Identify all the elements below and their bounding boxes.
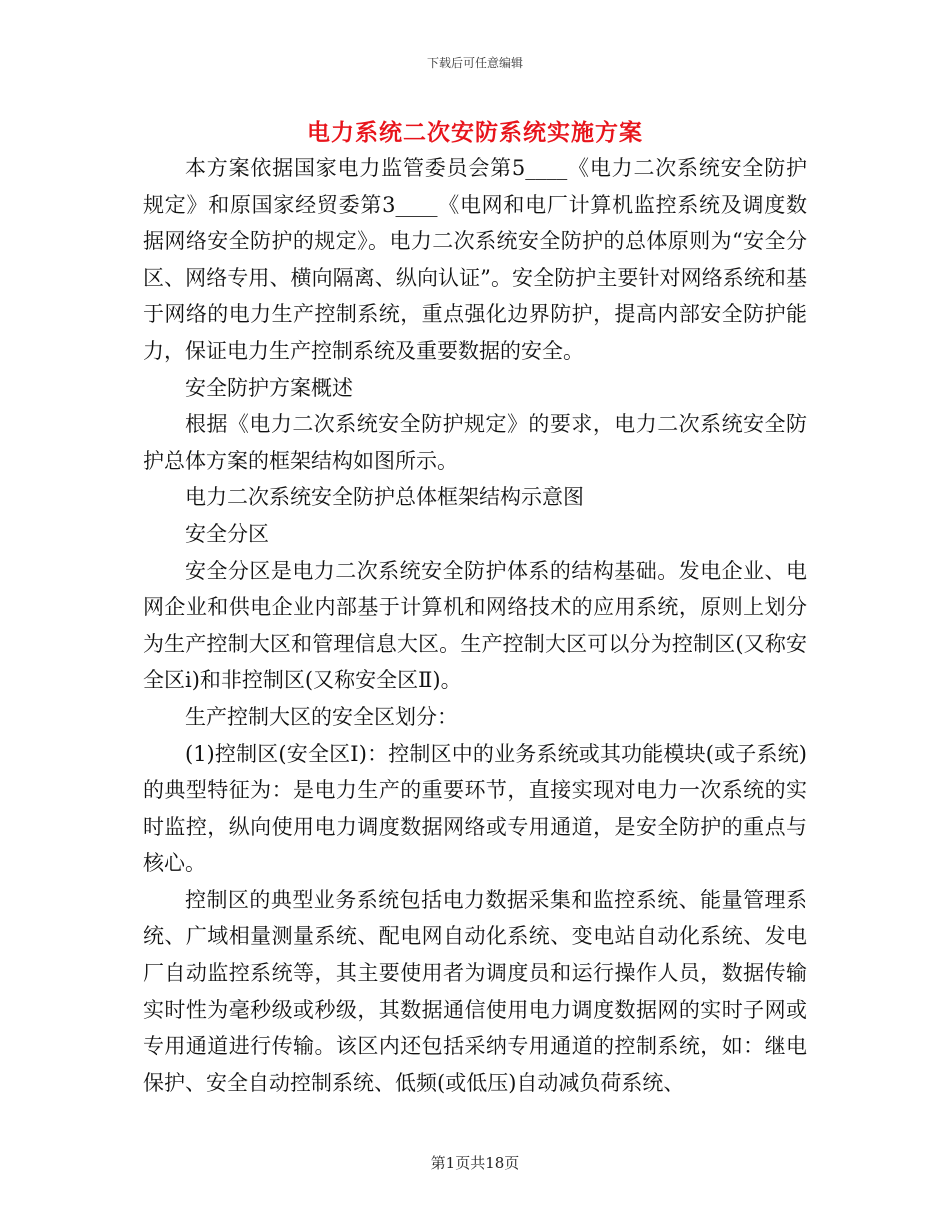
- page-footer: 第1页共18页: [430, 1154, 520, 1172]
- figure-caption: 电力二次系统安全防护总体框架结构示意图: [185, 485, 584, 510]
- document-title: 电力系统二次安防系统实施方案: [307, 119, 643, 146]
- heading-zoning: 安全分区: [185, 521, 269, 546]
- page-header: 下载后可任意编辑: [426, 56, 523, 70]
- paragraph-zoning: 安全分区是电力二次系统安全防护体系的结构基础。发电企业、电网企业和供电企业内部基于计算机和网络技术的应用系统，原则上划分为生产控制大区和管理信息大区。生产控制大区可以分为控制区(又称安全区i)和非控制区(又称安全区Ⅱ)。: [143, 558, 807, 693]
- document-body: [143, 150, 807, 1101]
- heading-zone-division: 生产控制大区的安全区划分：: [185, 704, 458, 729]
- paragraph-control-systems: 控制区的典型业务系统包括电力数据采集和监控系统、能量管理系统、广域相量测量系统、配电网自动化系统、变电站自动化系统、发电厂自动监控系统等，其主要使用者为调度员和运行操作人员，数据传输实时性为毫秒级或秒级，其数据通信使用电力调度数据网的实时子网或专用通道进行传输。该区内还包括采纳专用通道的控制系统，如：继电保护、安全自动控制系统、低频(或低压)自动减负荷系统、: [143, 887, 807, 1095]
- paragraph-control-zone: (1)控制区(安全区Ⅰ)：控制区中的业务系统或其功能模块(或子系统)的典型特征为：是电力生产的重要环节，直接实现对电力一次系统的实时监控，纵向使用电力调度数据网络或专用通道，是安全防护的重点与核心。: [143, 741, 807, 876]
- paragraph-overview: 根据《电力二次系统安全防护规定》的要求，电力二次系统安全防护总体方案的框架结构如图所示。: [143, 412, 807, 473]
- paragraph-intro: 本方案依据国家电力监管委员会第5____《电力二次系统安全防护规定》和原国家经贸委第3____《电网和电厂计算机监控系统及调度数据网络安全防护的规定》。电力二次系统安全防护的总体原则为“安全分区、网络专用、横向隔离、纵向认证”。安全防护主要针对网络系统和基于网络的电力生产控制系统，重点强化边界防护，提高内部安全防护能力，保证电力生产控制系统及重要数据的安全。: [143, 156, 807, 363]
- heading-overview: 安全防护方案概述: [185, 375, 353, 400]
